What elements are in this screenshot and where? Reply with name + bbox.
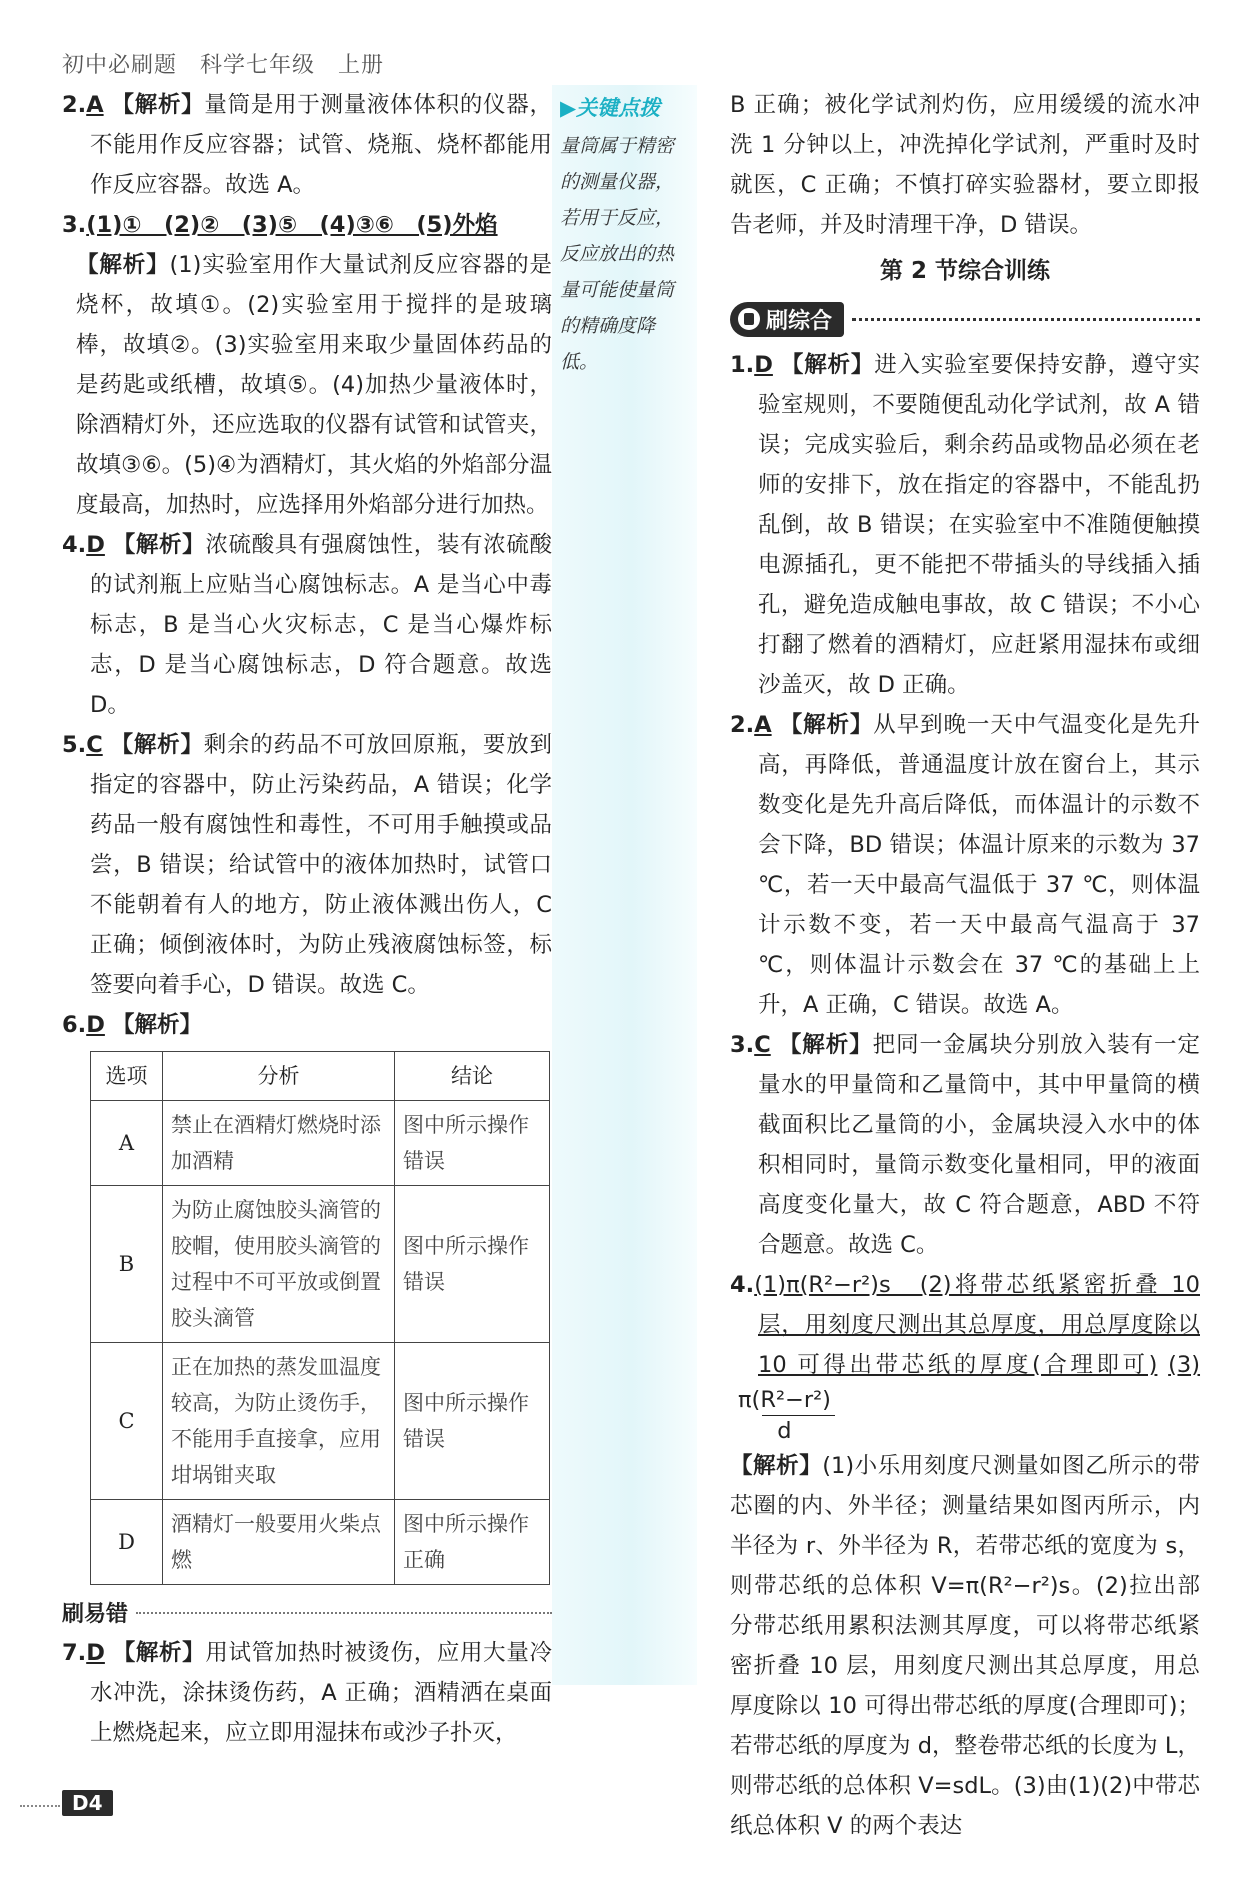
analysis-table — [90, 1051, 550, 1585]
question-3: 3.C 【解析】把同一金属块分别放入装有一定量水的甲量筒和乙量筒中，其中甲量筒的横截面积比乙量筒的小，金属块浸入水中的体积相同时，量筒示数变化量相同，甲的液面高度变化量大，故 C 符合题意，ABD 不符合题意。故选 C。 — [730, 1032, 1200, 1258]
side-note — [560, 90, 690, 380]
answer: C — [86, 732, 103, 758]
left-column — [62, 85, 552, 1753]
answer: A — [754, 712, 772, 738]
page-header: 初中必刷题 科学七年级 上册 — [62, 53, 385, 78]
option-cell: D — [91, 1500, 163, 1585]
answer: D — [754, 352, 773, 378]
section-banner-comprehensive: 刷综合 — [730, 297, 1200, 341]
question-1: 1.D 【解析】进入实验室要保持安静，遵守实验室规则，不要随便乱动化学试剂，故 A 错误；完成实验后，剩余药品或物品必须在老师的安排下，放在指定的容器中，不能乱扔乱倒，故 B 错误；在实验室中不准随便触摸电源插孔，更不能把不带插头的导线插入插孔，避免造成触电事故，故 C 错误；不小心打翻了燃着的酒精灯，应赶紧用湿抹布或细沙盖灭，故 D 正确。 — [730, 352, 1200, 698]
answer: (1)π(R²−r²)s (2)将带芯纸紧密折叠 10 层，用刻度尺测出其总厚度，用总厚度除以 10 可得出带芯纸的厚度(合理即可) — [754, 1272, 1200, 1378]
question-4: 4.(1)π(R²−r²)s (2)将带芯纸紧密折叠 10 层，用刻度尺测出其总厚度，用总厚度除以 10 可得出带芯纸的厚度(合理即可) (3) $\frac{\text{π(R²−r²)}}{d}$ — [730, 1272, 1201, 1444]
question-5: 5.C 【解析】剩余的药品不可放回原瓶，要放到指定的容器中，防止污染药品，A 错误；化学药品一般有腐蚀性和毒性，不可用手触摸或品尝，B 错误；给试管中的液体加热时，试管口不能朝着有人的地方，防止液体溅出伤人，C 正确；倾倒液体时，为防止残液腐蚀标签，标签要向着手心，D 错误。故选 C。 — [62, 732, 552, 998]
book-icon — [738, 308, 760, 330]
question-3: 3.(1)① (2)② (3)⑤ (4)③⑥ (5)外焰 — [62, 212, 498, 238]
question-7-continued: B 正确；被化学试剂灼伤，应用缓缓的流水冲洗 1 分钟以上，冲洗掉化学试剂，严重时及时就医，C 正确；不慎打碎实验器材，要立即报告老师，并及时清理干净，D 错误。 — [730, 92, 1200, 238]
right-column — [730, 85, 1200, 1846]
table-row — [91, 1101, 550, 1186]
table-row — [91, 1343, 550, 1500]
answer: (1)① (2)② (3)⑤ (4)③⑥ (5)外焰 — [86, 212, 498, 238]
fraction: $\frac{\text{π(R²−r²)}}{d}$ — [762, 1385, 835, 1446]
column-header: 选项 — [91, 1052, 163, 1101]
answer: D — [86, 532, 105, 558]
side-note-title: ▶关键点拨 — [560, 95, 661, 120]
answer: A — [86, 92, 104, 118]
table-row — [91, 1500, 550, 1585]
table-header-row — [91, 1052, 550, 1101]
conclusion-cell: 图中所示操作错误 — [395, 1186, 550, 1343]
conclusion-cell: 图中所示操作错误 — [395, 1343, 550, 1500]
side-note-text: 量筒属于精密的测量仪器，若用于反应，反应放出的热量可能使量筒的精确度降低。 — [560, 135, 675, 373]
column-header: 结论 — [395, 1052, 550, 1101]
conclusion-cell: 图中所示操作正确 — [395, 1500, 550, 1585]
analysis-cell: 酒精灯一般要用火柴点燃 — [163, 1500, 395, 1585]
question-2: 2.A 【解析】量筒是用于测量液体体积的仪器，不能用作反应容器；试管、烧瓶、烧杯都能用作反应容器。故选 A。 — [62, 92, 552, 198]
question-6: 6.D 【解析】 — [62, 1012, 203, 1038]
section-banner-errors: 刷易错 — [62, 1591, 552, 1633]
column-header: 分析 — [163, 1052, 395, 1101]
option-cell: C — [91, 1343, 163, 1500]
question-7: 7.D 【解析】用试管加热时被烫伤，应用大量冷水冲洗，涂抹烫伤药，A 正确；酒精洒在桌面上燃烧起来，应立即用湿抹布或沙子扑灭， — [62, 1640, 552, 1746]
option-cell: B — [91, 1186, 163, 1343]
table-row — [91, 1186, 550, 1343]
analysis-cell: 禁止在酒精灯燃烧时添加酒精 — [163, 1101, 395, 1186]
answer: D — [86, 1640, 105, 1666]
explanation-4: 【解析】(1)小乐用刻度尺测量如图乙所示的带芯圈的内、外半径；测量结果如图丙所示，内半径为 r、外半径为 R，若带芯纸的宽度为 s，则带芯纸的总体积 V=π(R²−r²)s。(2)拉出部分带芯纸用累积法测其厚度，可以将带芯纸紧密折叠 10 层，用刻度尺测出其总厚度，用总厚度除以 10 可得出带芯纸的厚度(合理即可)；若带芯纸的厚度为 d，整卷带芯纸的长度为 L，则带芯纸的总体积 V=sdL。(3)由(1)(2)中带芯纸总体积 V 的两个表达 — [730, 1453, 1200, 1839]
analysis-cell: 为防止腐蚀胶头滴管的胶帽，使用胶头滴管的过程中不可平放或倒置胶头滴管 — [163, 1186, 395, 1343]
question-2: 2.A 【解析】从早到晚一天中气温变化是先升高，再降低，普通温度计放在窗台上，其示数变化是先升高后降低，而体温计的示数不会下降，BD 错误；体温计原来的示数为 37 ℃，若一天中最高气温低于 37 ℃，则体温计示数不变，若一天中最高气温高于 37 ℃，则体温计示数会在 37 ℃的基础上上升，A 正确，C 错误。故选 A。 — [730, 712, 1200, 1018]
answer: D — [86, 1012, 105, 1038]
explanation-3: 【解析】(1)实验室用作大量试剂反应容器的是烧杯，故填①。(2)实验室用于搅拌的是玻璃棒，故填②。(3)实验室用来取少量固体药品的是药匙或纸槽，故填⑤。(4)加热少量液体时，除酒精灯外，还应选取的仪器有试管和试管夹，故填③⑥。(5)④为酒精灯，其火焰的外焰部分温度最高，加热时，应选择用外焰部分进行加热。 — [76, 252, 552, 518]
answer: C — [754, 1032, 771, 1058]
analysis-cell: 正在加热的蒸发皿温度较高，为防止烫伤手，不能用手直接拿，应用坩埚钳夹取 — [163, 1343, 395, 1500]
conclusion-cell: 图中所示操作错误 — [395, 1101, 550, 1186]
section-title: 第 2 节综合训练 — [879, 258, 1051, 284]
page-number: D4 — [62, 1790, 113, 1816]
option-cell: A — [91, 1101, 163, 1186]
question-4: 4.D 【解析】浓硫酸具有强腐蚀性，装有浓硫酸的试剂瓶上应贴当心腐蚀标志。A 是当心中毒标志，B 是当心火灾标志，C 是当心爆炸标志，D 是当心腐蚀标志，D 符合题意。故选 D。 — [62, 532, 552, 718]
